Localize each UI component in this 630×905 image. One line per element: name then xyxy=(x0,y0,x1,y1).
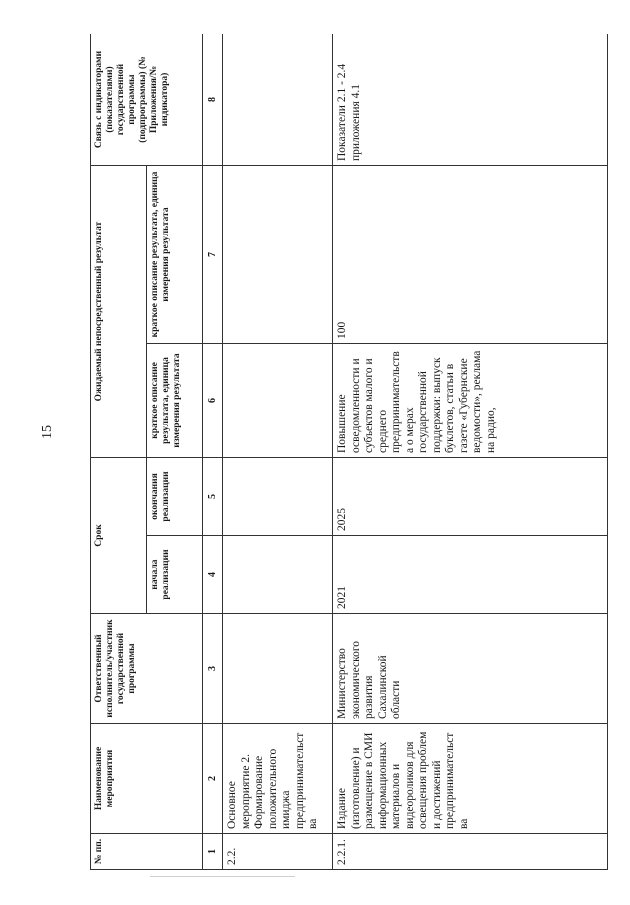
table-sheet xyxy=(90,34,611,870)
row-desc xyxy=(223,344,333,458)
program-activities-table xyxy=(90,34,608,870)
header-executor: Ответственный исполнитель/участник государственной программы xyxy=(91,614,203,724)
row-start xyxy=(223,536,333,614)
row-link: Показатели 2.1 - 2.4 приложения 4.1 xyxy=(333,34,608,166)
header-result-desc-2: краткое описание результата, единица измерения результата xyxy=(147,166,203,344)
row-name: Основное мероприятие 2. Формирование положительного имиджа предпринимательства xyxy=(223,724,333,834)
column-number: 6 xyxy=(203,344,223,458)
header-result: Ожидаемый непосредственный результат xyxy=(91,166,147,458)
column-number: 3 xyxy=(203,614,223,724)
scan-artifact-line xyxy=(150,876,295,877)
table-row xyxy=(223,34,333,870)
header-result-desc-1: краткое описание результата, единица измерения результата xyxy=(147,344,203,458)
row-link xyxy=(223,34,333,166)
header-link: Связь с индикаторами (показателями) государственной программы (подпрограммы) (№ Приложения/№ индикатора) xyxy=(91,34,203,166)
row-desc: Повышение осведомленности и субъектов малого и среднего предпринимательства о мерах государственной поддержки: выпуск буклетов, статьи в газете «Губернские ведомости», реклама на радио, xyxy=(333,344,608,458)
row-executor: Министерство экономического развития Сахалинской области xyxy=(333,614,608,724)
column-number-row xyxy=(203,34,223,870)
header-name: Наименование мероприятия xyxy=(91,724,203,834)
header-term: Срок xyxy=(91,458,147,614)
row-name: Издание (изготовление) и размещение в СМИ информационных материалов и видеороликов для освещения проблем и достижений предпринимательства xyxy=(333,724,608,834)
row-start: 2021 xyxy=(333,536,608,614)
header-row-1 xyxy=(91,34,147,870)
table-row xyxy=(333,34,608,870)
column-number: 2 xyxy=(203,724,223,834)
row-end: 2025 xyxy=(333,458,608,536)
page-number: 15 xyxy=(40,425,55,439)
column-number: 7 xyxy=(203,166,223,344)
header-num: № пп. xyxy=(91,834,203,870)
header-term-start: начала реализации xyxy=(147,536,203,614)
rotated-table-container xyxy=(90,34,611,870)
row-num: 2.2.1. xyxy=(333,834,608,870)
column-number: 8 xyxy=(203,34,223,166)
column-number: 1 xyxy=(203,834,223,870)
row-num: 2.2. xyxy=(223,834,333,870)
row-executor xyxy=(223,614,333,724)
row-value: 100 xyxy=(333,166,608,344)
row-end xyxy=(223,458,333,536)
row-value xyxy=(223,166,333,344)
column-number: 4 xyxy=(203,536,223,614)
header-term-end: окончания реализации xyxy=(147,458,203,536)
column-number: 5 xyxy=(203,458,223,536)
